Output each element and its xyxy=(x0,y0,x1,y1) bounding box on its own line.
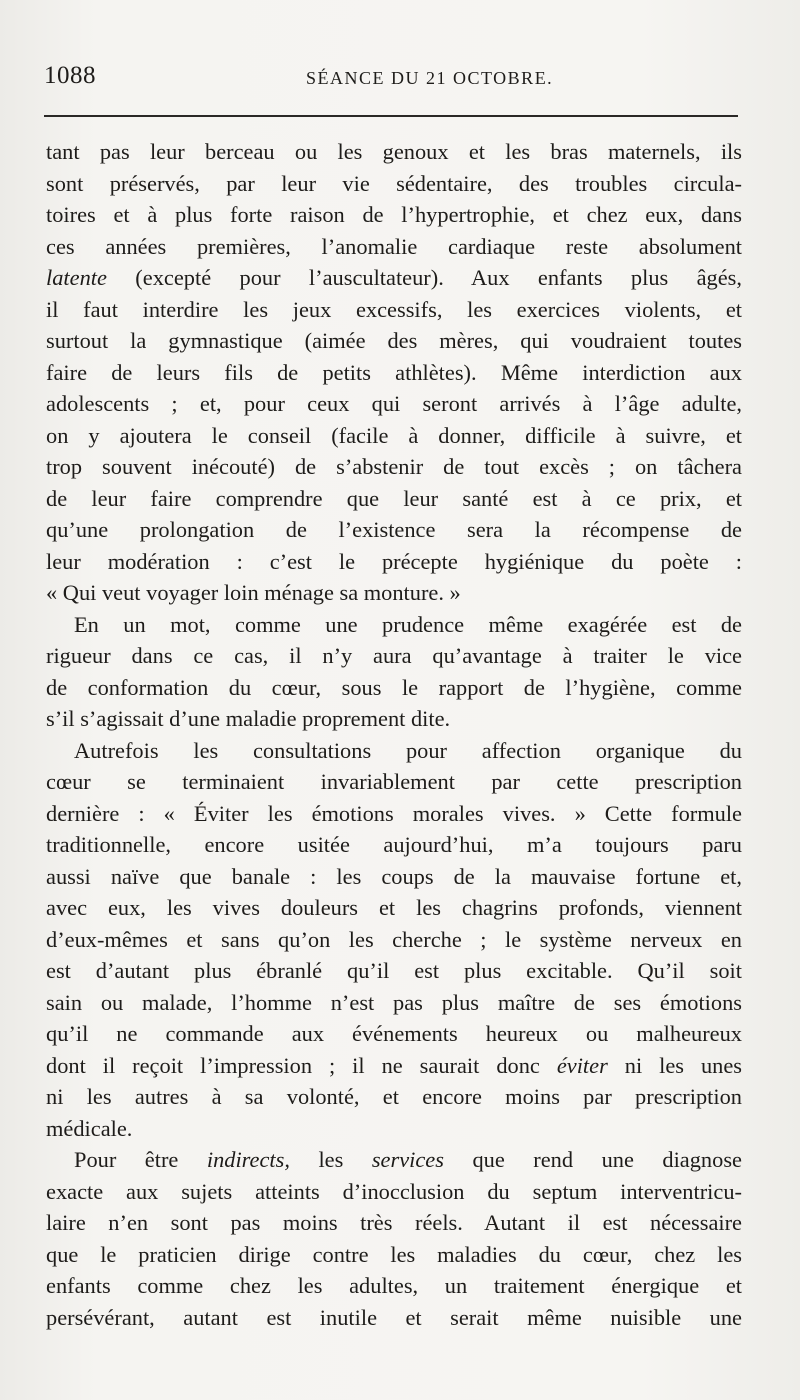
text-line xyxy=(46,1176,742,1208)
text-run: sain ou malade, l’homme n’est pas plus maître de ses émotions xyxy=(46,989,742,1015)
text-line xyxy=(46,325,742,357)
text-line xyxy=(46,1018,742,1050)
text-run: on y ajoutera le conseil (facile à donner, difficile à suivre, et xyxy=(46,422,742,448)
italic-text: indirects, xyxy=(206,1147,290,1172)
text-line xyxy=(46,262,742,294)
text-run: ni les unes xyxy=(607,1052,743,1078)
text-line xyxy=(46,451,742,483)
text-run: de conformation du cœur, sous le rapport de l’hygiène, comme xyxy=(46,674,742,700)
italic-text: services xyxy=(371,1147,444,1172)
text-run: aussi naïve que banale : les coups de la mauvaise fortune et, xyxy=(46,863,742,889)
text-line xyxy=(46,766,742,798)
text-run: que rend une diagnose xyxy=(443,1147,742,1172)
text-run: il faut interdire les jeux excessifs, les exercices violents, et xyxy=(46,296,742,322)
text-run: adolescents ; et, pour ceux qui seront arrivés à l’âge adulte, xyxy=(46,391,742,416)
text-line xyxy=(46,388,742,420)
text-run: est d’autant plus ébranlé qu’il est plus excitable. Qu’il soit xyxy=(46,958,742,983)
text-run: dernière : « Éviter les émotions morales vives. » Cette formule xyxy=(46,800,742,826)
body-text xyxy=(46,136,742,1333)
text-run: de leur faire comprendre que leur santé est à ce prix, et xyxy=(46,485,742,511)
text-line xyxy=(46,199,742,231)
text-run: trop souvent inécouté) de s’abstenir de tout excès ; on tâchera xyxy=(46,454,742,479)
text-run: traditionnelle, encore usitée aujourd’hui, m’a toujours paru xyxy=(46,832,742,857)
text-run: En un mot, comme une prudence même exagérée est de xyxy=(74,611,742,637)
text-line xyxy=(46,1081,742,1113)
text-line xyxy=(46,1239,742,1271)
running-head: SÉANCE DU 21 OCTOBRE. xyxy=(306,68,554,88)
text-run: exacte aux sujets atteints d’inocclusion du septum interventricu- xyxy=(46,1178,742,1204)
text-line xyxy=(46,168,742,200)
text-line xyxy=(46,955,742,987)
text-line xyxy=(46,1144,742,1176)
text-line xyxy=(46,231,742,263)
text-run: dont il reçoit l’impression ; il ne saurait donc xyxy=(46,1052,557,1078)
text-run: persévérant, autant est inutile et serait même nuisible une xyxy=(46,1304,742,1330)
text-line xyxy=(46,892,742,924)
text-run: (excepté pour l’auscultateur). Aux enfants plus âgés, xyxy=(106,265,742,290)
text-run: tant pas leur berceau ou les genoux et les bras maternels, ils xyxy=(46,139,742,164)
text-run: ni les autres à sa volonté, et encore moins par prescription xyxy=(46,1084,742,1109)
text-run: avec eux, les vives douleurs et les chagrins profonds, viennent xyxy=(46,895,742,920)
page-number: 1088 xyxy=(44,62,96,89)
text-run: « Qui veut voyager loin ménage sa monture. » xyxy=(46,580,461,605)
italic-text: latente xyxy=(46,265,107,290)
text-line xyxy=(46,294,742,326)
text-line xyxy=(46,1207,742,1239)
text-line xyxy=(46,1270,742,1302)
text-run: ces années premières, l’anomalie cardiaque reste absolument xyxy=(46,233,742,259)
italic-text: éviter xyxy=(556,1052,608,1078)
text-run: d’eux-mêmes et sans qu’on les cherche ; le système nerveux en xyxy=(46,926,742,952)
text-line xyxy=(46,1113,742,1145)
text-line xyxy=(46,420,742,452)
text-line xyxy=(46,987,742,1019)
text-line xyxy=(46,577,742,609)
page-header xyxy=(44,62,756,96)
text-run: rigueur dans ce cas, il n’y aura qu’avantage à traiter le vice xyxy=(46,643,742,668)
text-run: toires et à plus forte raison de l’hypertrophie, et chez eux, dans xyxy=(46,202,742,227)
text-run: qu’une prolongation de l’existence sera la récompense de xyxy=(46,517,742,542)
text-line xyxy=(46,924,742,956)
text-line xyxy=(46,703,742,735)
text-line xyxy=(46,735,742,767)
text-line xyxy=(46,798,742,830)
text-line xyxy=(46,514,742,546)
text-line xyxy=(46,136,742,168)
text-run: cœur se terminaient invariablement par cette prescription xyxy=(46,769,742,794)
text-run: leur modération : c’est le précepte hygiénique du poète : xyxy=(46,548,742,574)
text-line xyxy=(46,1302,742,1334)
text-run: que le praticien dirige contre les maladies du cœur, chez les xyxy=(46,1241,742,1267)
text-run: laire n’en sont pas moins très réels. Autant il est nécessaire xyxy=(46,1210,742,1235)
text-run: enfants comme chez les adultes, un traitement énergique et xyxy=(46,1273,742,1298)
text-line xyxy=(46,640,742,672)
text-line xyxy=(46,546,742,578)
text-line xyxy=(46,672,742,704)
text-line xyxy=(46,609,742,641)
text-run: médicale. xyxy=(46,1115,133,1141)
text-run: surtout la gymnastique (aimée des mères, qui voudraient toutes xyxy=(46,328,742,353)
text-run: Autrefois les consultations pour affection organique du xyxy=(74,737,742,763)
text-line xyxy=(46,829,742,861)
text-run: faire de leurs fils de petits athlètes). Même interdiction aux xyxy=(46,359,742,385)
text-line xyxy=(46,861,742,893)
text-run: les xyxy=(289,1147,372,1172)
text-run: s’il s’agissait d’une maladie proprement dite. xyxy=(46,706,451,731)
text-line xyxy=(46,357,742,389)
text-run: qu’il ne commande aux événements heureux ou malheureux xyxy=(46,1021,742,1046)
text-run: Pour être xyxy=(74,1147,207,1172)
text-line xyxy=(46,1050,742,1082)
text-line xyxy=(46,483,742,515)
text-run: sont préservés, par leur vie sédentaire, des troubles circula- xyxy=(46,170,742,196)
header-rule xyxy=(44,115,738,117)
